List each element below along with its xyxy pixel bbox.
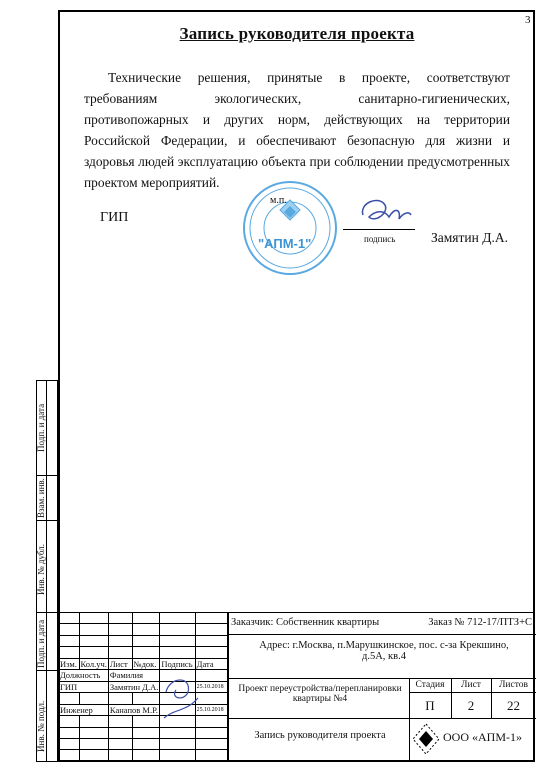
margin-label-sign-date-2: Подп. и дата (36, 619, 46, 668)
page-title: Запись руководителя проекта (179, 24, 415, 43)
page-number: 3 (525, 14, 531, 26)
table-row: ГИП Замятин Д.А. 25.10.2018 (59, 681, 228, 692)
stage-value: П (425, 698, 435, 713)
signature-caption: подпись (364, 234, 396, 244)
margin-label-sign-date: Подп. и дата (36, 403, 46, 452)
sheet-header: Лист (461, 680, 481, 690)
stage-header: Стадия (415, 680, 445, 690)
customer: Заказчик: Собственник квартиры (231, 617, 380, 628)
stamp-name: "АПМ-1" (258, 236, 312, 251)
table-row: Инженер Канапов М.Р. 25.10.2018 (59, 704, 228, 715)
margin-label-dup-inv: Инв. № дубл. (36, 544, 46, 595)
signer-name: Замятин Д.А. (431, 230, 508, 245)
sheets-value: 22 (507, 698, 520, 713)
sheets-header: Листов (498, 680, 528, 690)
company-stamp (240, 178, 340, 278)
revision-grid: Изм. Кол.уч. Лист №док. Подпись Дата Должность Фамилия ГИП Замятин Д.А. 25.10.2018 Инженер Канапов М.Р. 25.10.2018 (58, 612, 228, 762)
title-block (58, 612, 535, 762)
company-logo (411, 722, 441, 756)
document-name: Запись руководителя проекта (254, 730, 386, 741)
title-block-info (228, 612, 536, 762)
signature-image (355, 193, 415, 233)
address: Адрес: г.Москва, п.Марушкинское, пос. с-за Крекшино, д.5А, кв.4 (259, 640, 509, 662)
margin-label-orig-inv: Инв. № подл. (36, 700, 46, 752)
order-number: Заказ № 712-17/ПТЗ+С (428, 617, 532, 628)
project-name: Проект переустройства/перепланировки квартиры №4 (238, 684, 402, 704)
company-name: ООО «АПМ-1» (443, 730, 522, 744)
signature-line (343, 229, 415, 230)
position-label: ГИП (100, 210, 129, 225)
revision-header-row: Изм. Кол.уч. Лист №док. Подпись Дата (59, 658, 228, 669)
sheet-value: 2 (467, 698, 475, 713)
body-paragraph: Технические решения, принятые в проекте, соответствуют требованиям экологических, санитарно-гигиенических, противопожарных и других норм, действующих на территории Российской Федерации, и обеспечивают безопасную для жизни и здоровья людей эксплуатацию объекта при соблюдении предусмотренных проектом мероприятий. (84, 70, 510, 190)
stamp-mark: м.п. (270, 195, 287, 206)
margin-label-replace-inv: Взам. инв. (36, 478, 46, 518)
grid-signatures (162, 672, 202, 722)
